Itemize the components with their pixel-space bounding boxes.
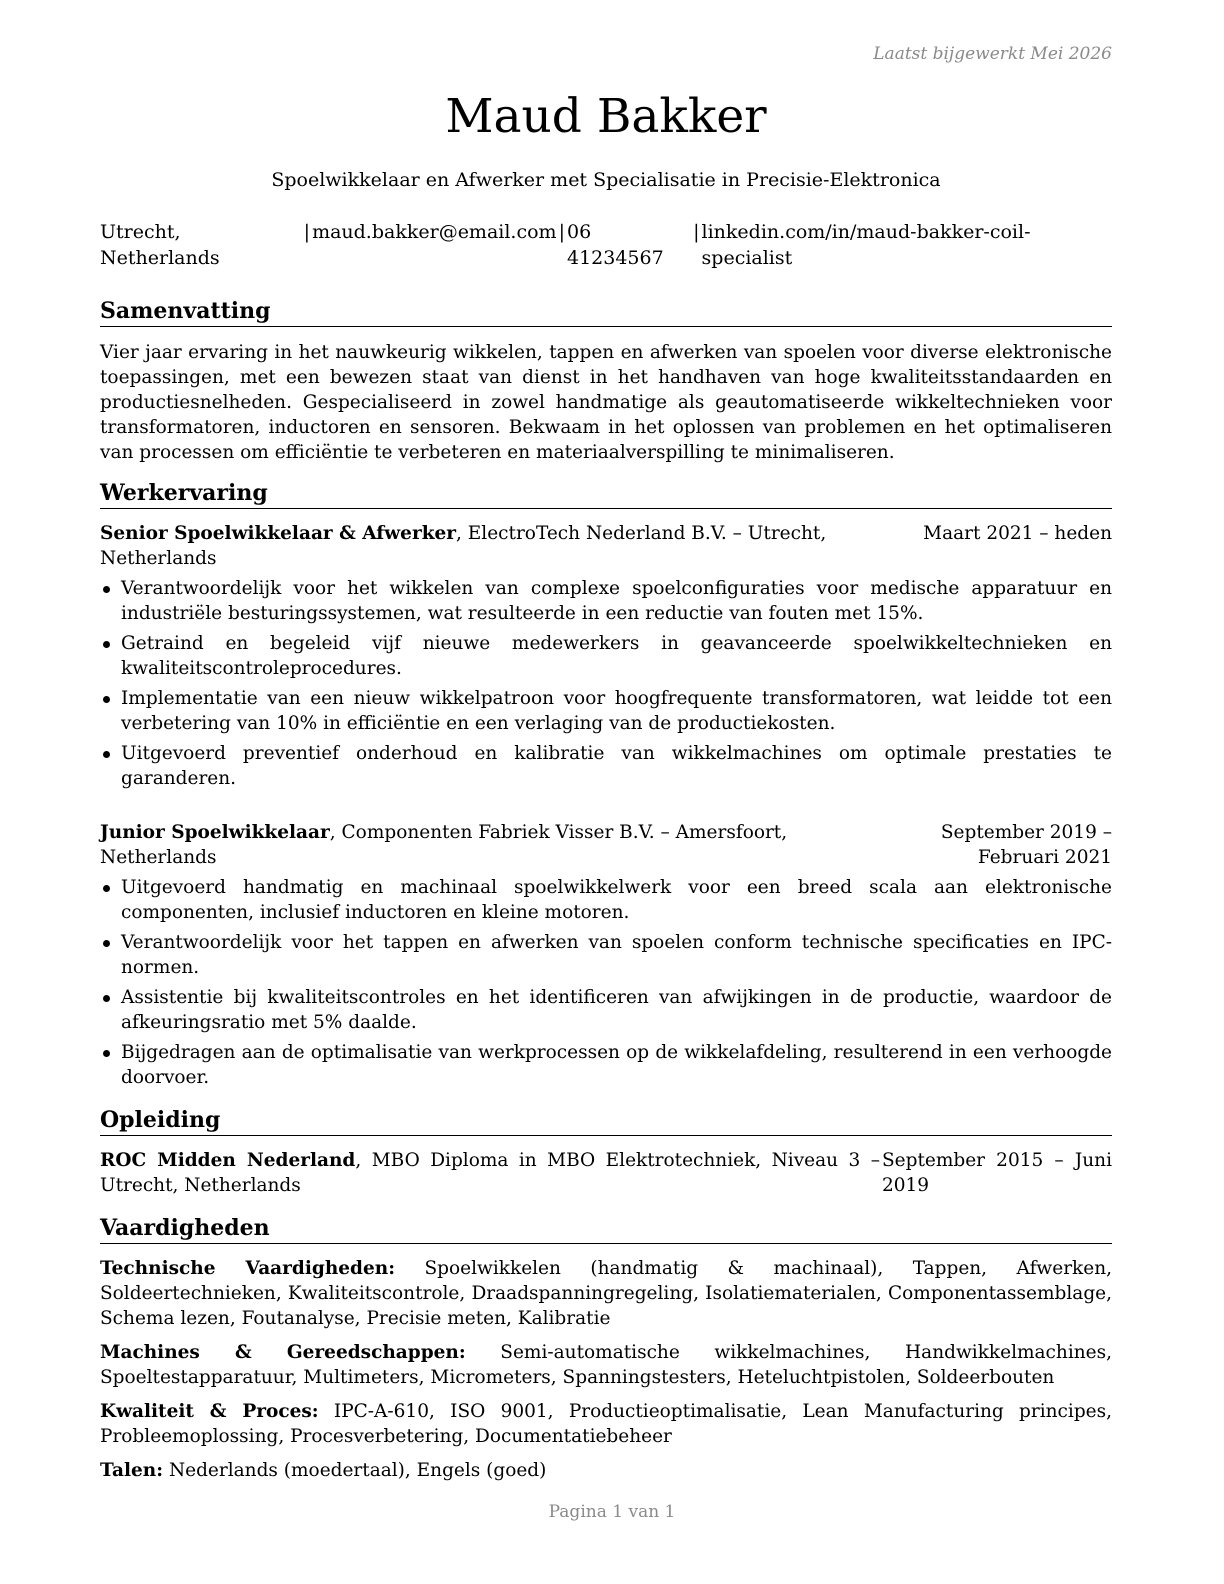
job-bullet: Bijgedragen aan de optimalisatie van werkprocessen op de wikkelafdeling, resulterend in een verhoogde doorvoer. [100, 1040, 1112, 1090]
contact-separator: | [303, 221, 311, 243]
job-dates: Maart 2021 – heden [923, 523, 1112, 544]
education-entry [100, 1148, 1112, 1198]
section-title-skills: Vaardigheden [100, 1214, 1112, 1244]
section-title-education: Opleiding [100, 1106, 1112, 1136]
job-bullet: Uitgevoerd handmatig en machinaal spoelwikkelwerk voor een breed scala aan elektronische componenten, inclusief inductoren en kleine motoren. [100, 875, 1112, 925]
job-company: , Componenten Fabriek Visser B.V. – Amersfoort, Netherlands [100, 822, 788, 868]
skill-group [100, 1256, 1112, 1331]
skill-group-value: IPC-A-610, ISO 9001, Productieoptimalisatie, Lean Manufacturing principes, Probleemoplossing, Procesverbetering, Documentatiebeheer [100, 1401, 1112, 1447]
education-detail: , MBO Diploma in MBO Elektrotechniek, Niveau 3 – Utrecht, Netherlands [100, 1150, 880, 1196]
job-title-line [100, 820, 872, 870]
job-bullets [100, 576, 1112, 791]
job-header [100, 521, 1112, 571]
skill-group-value: Semi-automatische wikkelmachines, Handwikkelmachines, Spoeltestapparatuur, Multimeters, Micrometers, Spanningstesters, Heteluchtpistolen, Soldeerbouten [100, 1342, 1112, 1388]
contact-email[interactable]: maud.bakker@email.com [312, 221, 557, 243]
contact-line [100, 219, 1112, 271]
candidate-headline: Spoelwikkelaar en Afwerker met Specialisatie in Precisie-Elektronica [271, 169, 941, 191]
contact-linkedin[interactable]: linkedin.com/in/maud-bakker-coil-specialist [701, 221, 1031, 269]
summary-text: Vier jaar ervaring in het nauwkeurig wikkelen, tappen en afwerken van spoelen voor diverse elektronische toepassingen, met een bewezen staat van dienst in het handhaven van hoge kwaliteitsstandaarden en productiesnelheden. Gespecialiseerd in zowel handmatige als geautomatiseerde wikkeltechnieken voor transformatoren, inductoren en sensoren. Bekwaam in het oplossen van problemen en het optimaliseren van processen om efficiëntie te verbeteren en materiaalverspilling te minimaliseren. [100, 342, 1112, 463]
contact-separator: | [693, 221, 700, 243]
education-section [100, 1106, 1112, 1198]
job-role: Junior Spoelwikkelaar [100, 822, 330, 843]
skill-group [100, 1340, 1112, 1390]
experience-section [100, 479, 1112, 1090]
skill-group-value: Nederlands (moedertaal), Engels (goed) [163, 1460, 547, 1481]
job-bullet: Verantwoordelijk voor het wikkelen van complexe spoelconfiguraties voor medische apparatuur en industriële besturingssystemen, wat resulteerde in een reductie van fouten met 15%. [100, 576, 1112, 626]
skills-list [100, 1256, 1112, 1483]
summary-section [100, 297, 1112, 465]
job-title-line [100, 521, 923, 571]
education-detail-line [100, 1148, 880, 1198]
education-dates: September 2015 – Juni 2019 [882, 1150, 1112, 1196]
contact-separator: | [558, 221, 565, 243]
section-title-summary: Samenvatting [100, 297, 1112, 327]
skill-group-value: Spoelwikkelen (handmatig & machinaal), Tappen, Afwerken, Soldeertechnieken, Kwaliteitscontrole, Draadspanningregeling, Isolatiematerialen, Componentassemblage, Schema lezen, Foutanalyse, Precisie meten, Kalibratie [100, 1258, 1113, 1329]
job-bullet: Implementatie van een nieuw wikkelpatroon voor hoogfrequente transformatoren, wat leidde tot een verbetering van 10% in efficiëntie en een verlaging van de productiekosten. [100, 686, 1112, 736]
job-bullet: Verantwoordelijk voor het tappen en afwerken van spoelen conform technische specificaties en IPC-normen. [100, 930, 1112, 980]
education-school: ROC Midden Nederland [100, 1150, 356, 1171]
job-company: , ElectroTech Nederland B.V. – Utrecht, Netherlands [100, 523, 827, 569]
skill-group-label: Kwaliteit & Proces: [100, 1401, 319, 1422]
contact-phone: 06 41234567 [566, 221, 664, 269]
skill-group-label: Technische Vaardigheden: [100, 1258, 396, 1279]
skill-group [100, 1399, 1112, 1449]
job-dates: September 2019 – Februari 2021 [940, 822, 1112, 868]
resume-content [100, 86, 1112, 1492]
job-bullet: Assistentie bij kwaliteitscontroles en het identificeren van afwijkingen in de productie, waardoor de afkeuringsratio met 5% daalde. [100, 985, 1112, 1035]
job-role: Senior Spoelwikkelaar & Afwerker [100, 523, 457, 544]
skill-group-label: Machines & Gereedschappen: [100, 1342, 466, 1363]
skills-section [100, 1214, 1112, 1483]
job-header [100, 820, 1112, 870]
section-title-experience: Werkervaring [100, 479, 1112, 509]
contact-location: Utrecht, Netherlands [100, 221, 220, 269]
job-bullets [100, 875, 1112, 1090]
job-entry [100, 820, 1112, 1090]
page-number: Pagina 1 van 1 [548, 1502, 676, 1522]
skill-group [100, 1458, 1112, 1483]
job-bullet: Getraind en begeleid vijf nieuwe medewerkers in geavanceerde spoelwikkeltechnieken en kwaliteitscontroleprocedures. [100, 631, 1112, 681]
skill-group-label: Talen: [100, 1460, 164, 1481]
job-entry [100, 521, 1112, 791]
last-updated: Laatst bijgewerkt Mei 2026 [873, 44, 1112, 64]
candidate-name: Maud Bakker [445, 89, 767, 144]
job-bullet: Uitgevoerd preventief onderhoud en kalibratie van wikkelmachines om optimale prestaties te garanderen. [100, 741, 1112, 791]
